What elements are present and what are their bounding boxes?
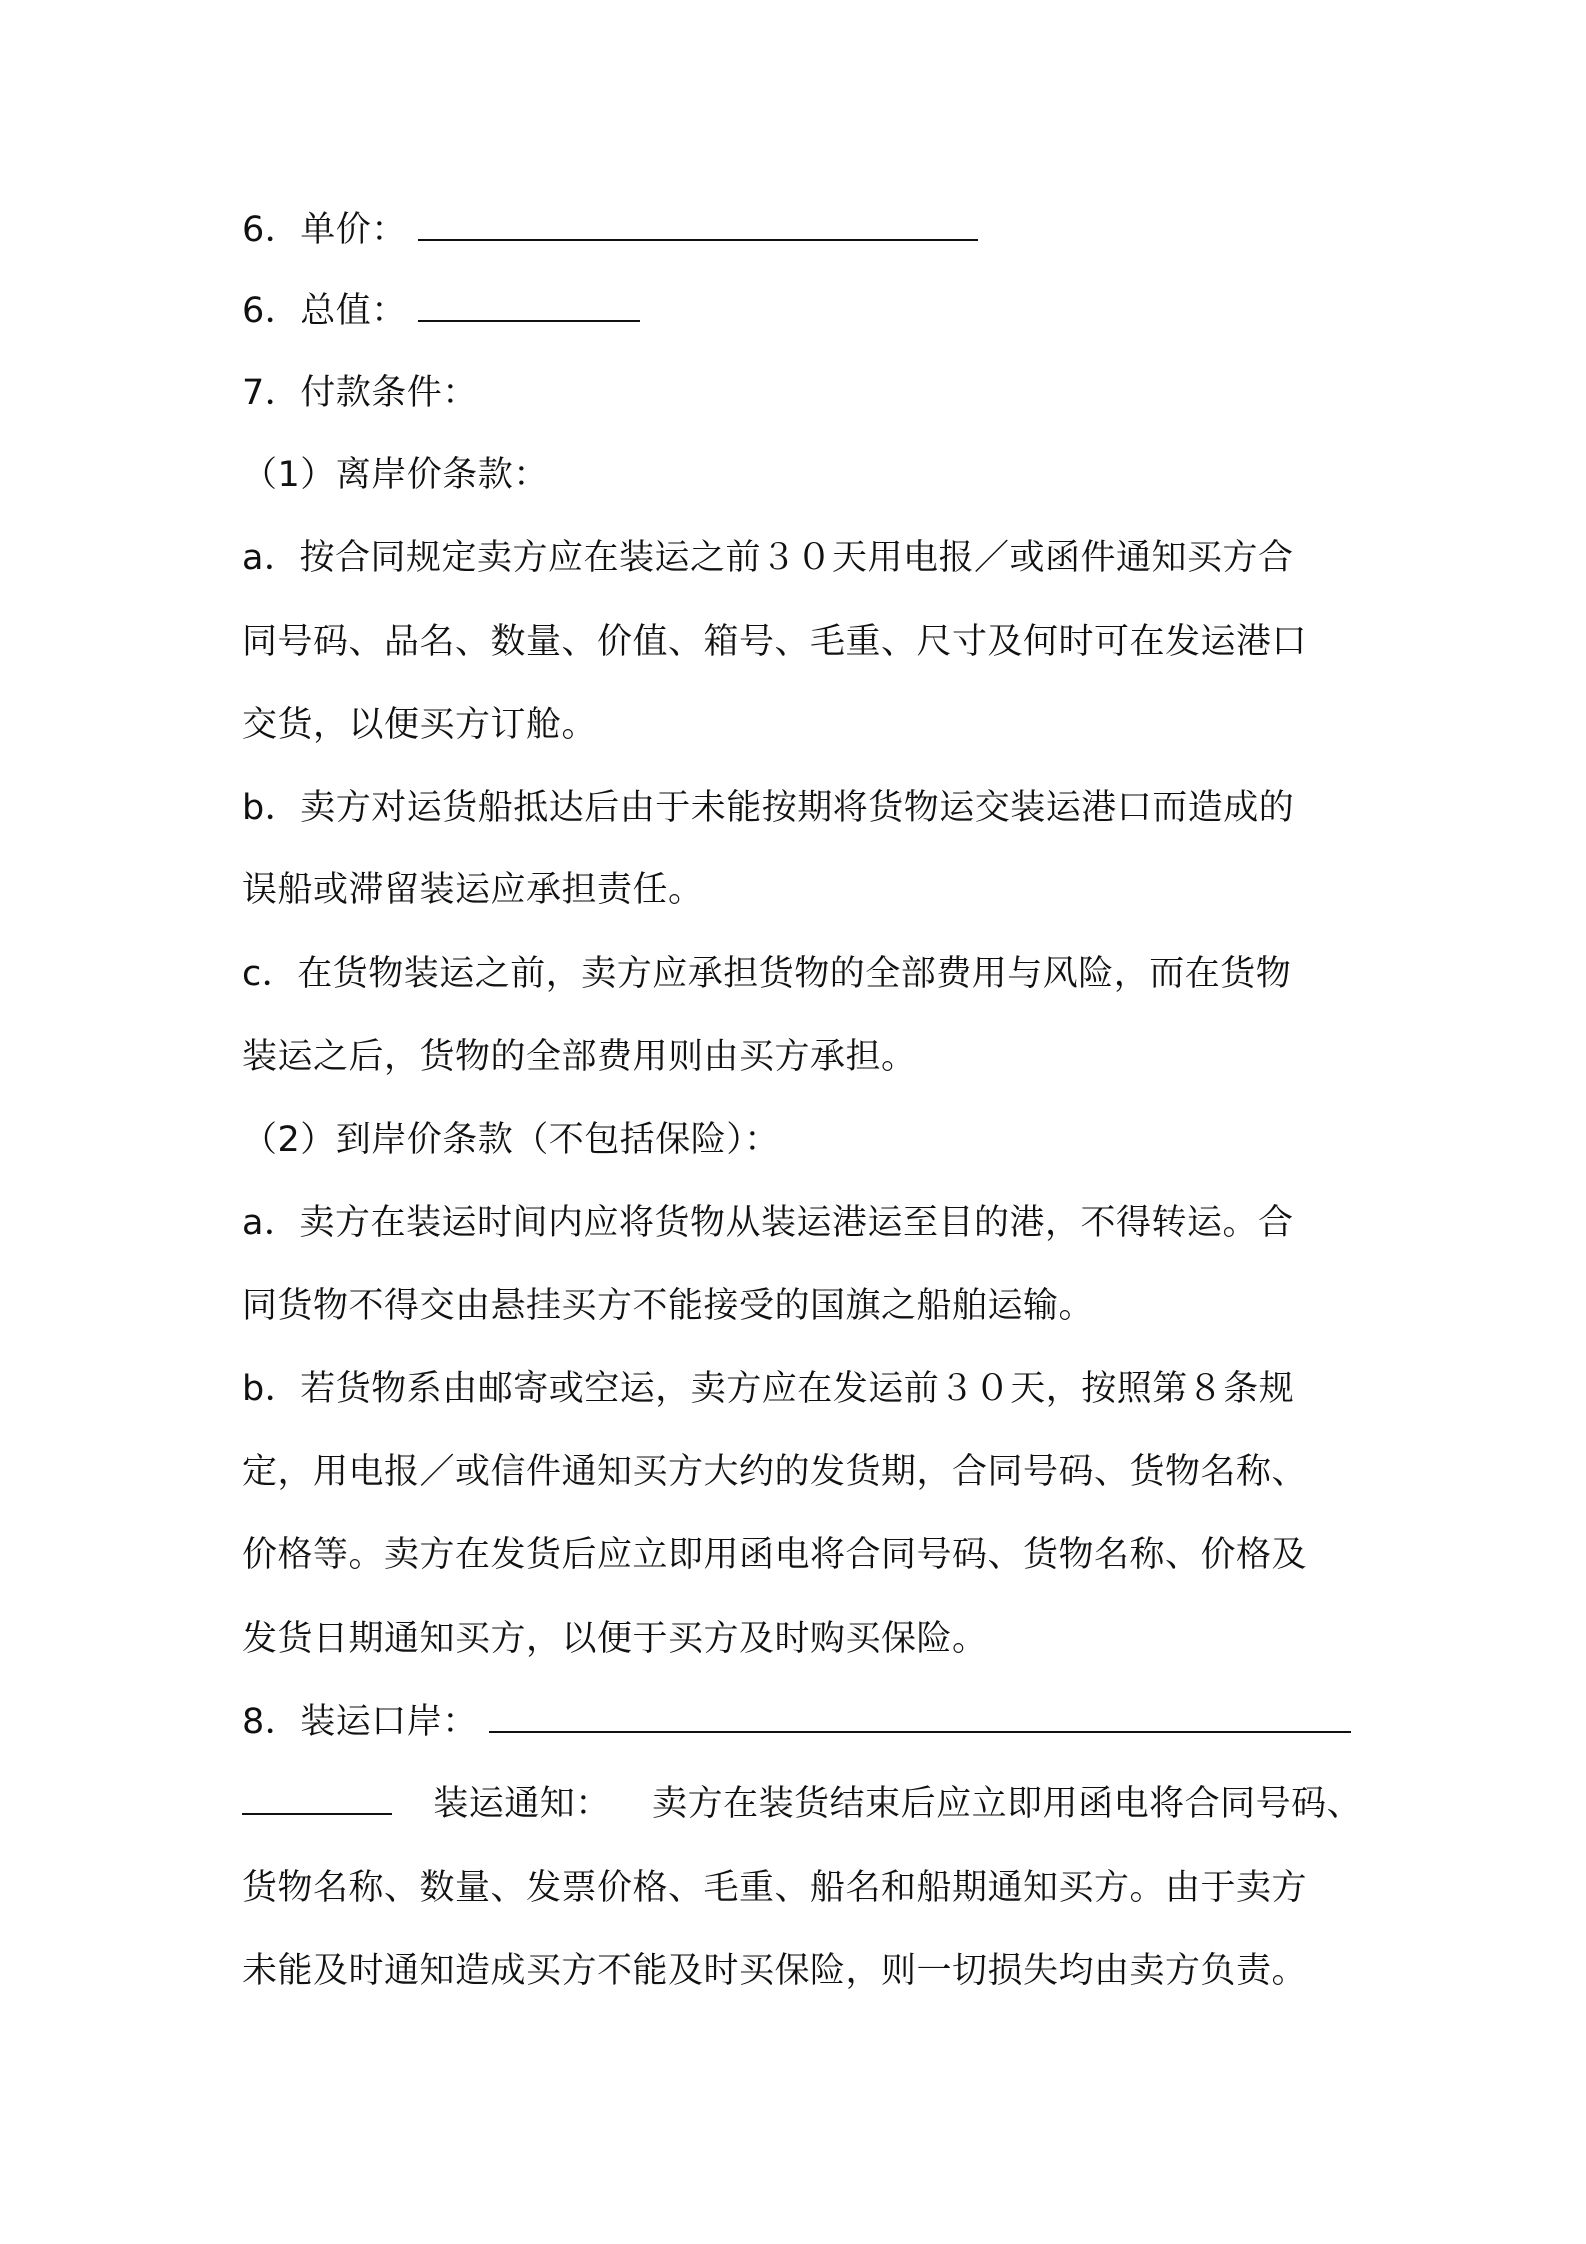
fob-c-line-2: 装运之后，货物的全部费用则由买方承担。 bbox=[242, 1037, 917, 1077]
cfr-a-line-2: 同货物不得交由悬挂买方不能接受的国旗之船舶运输。 bbox=[242, 1286, 1095, 1326]
fob-a-line-2: 同号码、品名、数量、价值、箱号、毛重、尺寸及何时可在发运港口 bbox=[242, 622, 1308, 662]
total-value-row bbox=[242, 289, 1362, 333]
fob-b-line-1: b．卖方对运货船抵达后由于未能按期将货物运交装运港口而造成的 bbox=[242, 788, 1295, 828]
cfr-b-line-3: 价格等。卖方在发货后应立即用函电将合同号码、货物名称、价格及 bbox=[242, 1535, 1308, 1575]
unit-price-blank bbox=[418, 209, 978, 241]
notice-line-2: 货物名称、数量、发票价格、毛重、船名和船期通知买方。由于卖方 bbox=[242, 1868, 1308, 1908]
fob-a-line-3: 交货，以便买方订舱。 bbox=[242, 705, 598, 745]
total-value-blank bbox=[418, 290, 640, 322]
fob-heading: （1）离岸价条款： bbox=[242, 455, 549, 495]
cfr-b-line-2: 定，用电报／或信件通知买方大约的发货期，合同号码、货物名称、 bbox=[242, 1452, 1308, 1492]
cfr-a-line-1: a．卖方在装运时间内应将货物从装运港运至目的港，不得转运。合 bbox=[242, 1203, 1294, 1243]
total-value-label: 6．总值： bbox=[242, 291, 407, 331]
fob-a-line-1: a．按合同规定卖方应在装运之前３０天用电报／或函件通知买方合 bbox=[242, 538, 1294, 578]
port-row bbox=[242, 1700, 1362, 1744]
fob-b-line-2: 误船或滞留装运应承担责任。 bbox=[242, 870, 704, 910]
unit-price-row bbox=[242, 208, 1362, 252]
fob-c-line-1: c．在货物装运之前，卖方应承担货物的全部费用与风险，而在货物 bbox=[242, 954, 1292, 994]
notice-row bbox=[242, 1782, 1362, 1826]
notice-label: 装运通知： bbox=[433, 1784, 611, 1824]
cfr-heading: （2）到岸价条款（不包括保险）： bbox=[242, 1120, 780, 1160]
port-blank bbox=[489, 1701, 1351, 1733]
notice-line-1: 卖方在装货结束后应立即用函电将合同号码、 bbox=[652, 1784, 1363, 1824]
notice-line-3: 未能及时通知造成买方不能及时买保险，则一切损失均由卖方负责。 bbox=[242, 1951, 1308, 1991]
unit-price-label: 6．单价： bbox=[242, 210, 407, 250]
port-label: 8．装运口岸： bbox=[242, 1702, 478, 1742]
cfr-b-line-1: b．若货物系由邮寄或空运，卖方应在发运前３０天，按照第８条规 bbox=[242, 1369, 1295, 1409]
cfr-b-line-4: 发货日期通知买方，以便于买方及时购买保险。 bbox=[242, 1619, 988, 1659]
port-blank-continued bbox=[242, 1783, 392, 1815]
payment-terms-label: 7．付款条件： bbox=[242, 373, 478, 413]
